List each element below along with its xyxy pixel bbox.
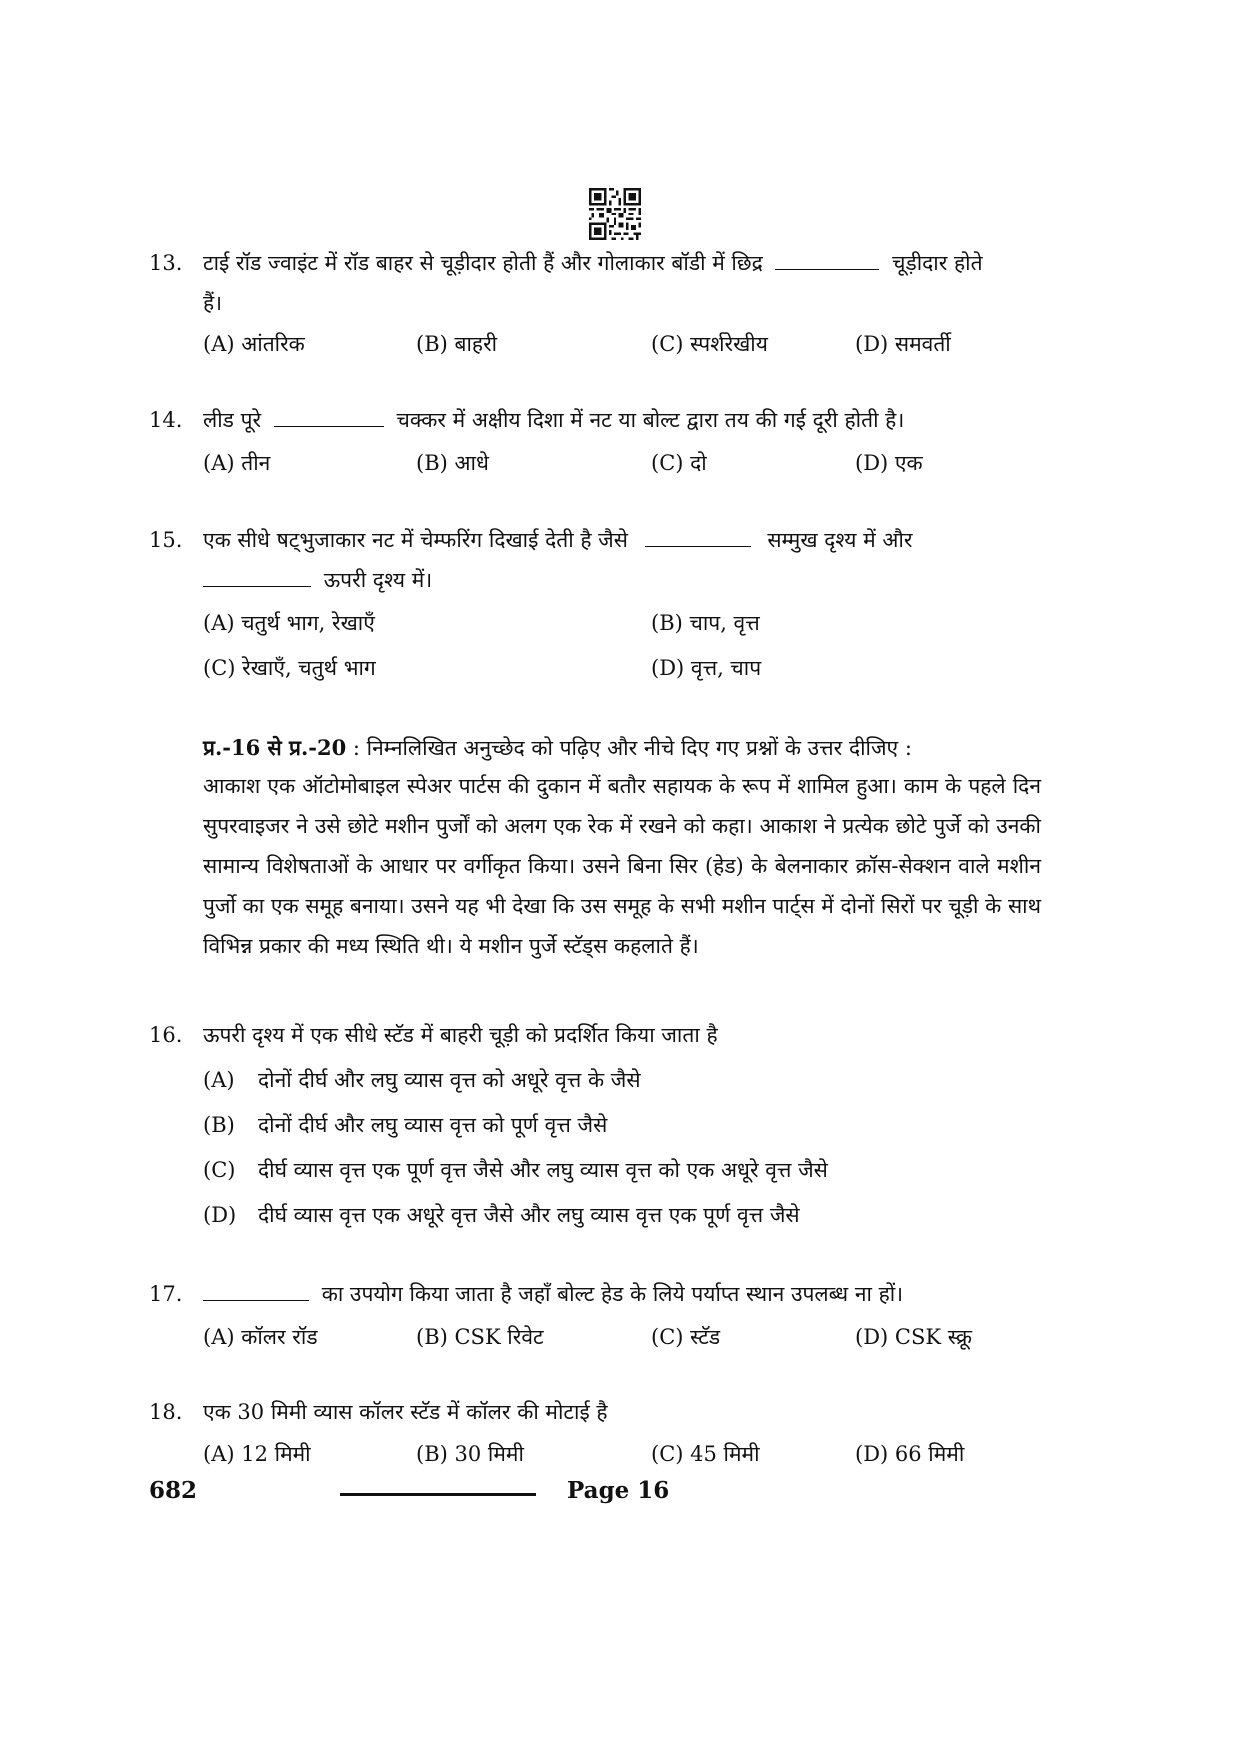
option-d: (D) CSK स्क्रू	[855, 1325, 973, 1349]
question-text-continuation: हैं।	[203, 291, 223, 315]
question-text: ऊपरी दृश्य में एक सीधे स्टॅड में बाहरी चूड़ी को प्रदर्शित किया जाता है	[203, 1023, 718, 1047]
option-a-text: दोनों दीर्घ और लघु व्यास वृत्त को अधूरे वृत्त के जैसे	[258, 1068, 641, 1092]
footer-divider	[340, 1493, 536, 1496]
question-number: 13.	[149, 251, 183, 275]
option-a: (A) तीन	[203, 451, 271, 475]
option-a: (A) चतुर्थ भाग, रेखाएँ	[203, 611, 375, 635]
option-d: (D) एक	[855, 451, 923, 475]
qr-code-icon	[589, 188, 641, 240]
option-a: (A) आंतरिक	[203, 332, 305, 356]
option-b: (B) चाप, वृत्त	[651, 611, 760, 635]
option-b-text: दोनों दीर्घ और लघु व्यास वृत्त को पूर्ण वृत्त जैसे	[258, 1113, 608, 1137]
option-d-text: दीर्घ व्यास वृत्त एक अधूरे वृत्त जैसे और लघु व्यास वृत्त एक पूर्ण वृत्त जैसे	[258, 1203, 800, 1227]
question-number: 15.	[149, 528, 183, 552]
option-c: (C) स्पर्शरेखीय	[651, 332, 768, 356]
option-b: (B) बाहरी	[416, 332, 498, 356]
question-text-part: सम्मुख दृश्य में और	[767, 528, 913, 552]
option-b: (B) 30 मिमी	[416, 1442, 524, 1466]
option-c-text: दीर्घ व्यास वृत्त एक पूर्ण वृत्त जैसे और लघु व्यास वृत्त को एक अधूरे वृत्त जैसे	[258, 1158, 828, 1182]
option-c-label: (C)	[203, 1158, 236, 1182]
question-text-continuation	[203, 565, 432, 595]
question-text-part: चक्कर में अक्षीय दिशा में नट या बोल्ट द्वारा तय की गई दूरी होती है।	[396, 408, 905, 432]
answer-blank	[203, 566, 311, 587]
question-text	[203, 248, 983, 278]
passage-body: आकाश एक ऑटोमोबाइल स्पेअर पार्टस की दुकान में बतौर सहायक के रूप में शामिल हुआ। काम के पहले दिन सुपरवाइजर ने उसे छोटे मशीन पुर्जों को अलग एक रेक में रखने को कहा। आकाश ने प्रत्येक छोटे पुर्जे को उनकी सामान्य विशेषताओं के आधार पर वर्गीकृत किया। उसने बिना सिर (हेड) के बेलनाकार क्रॉस-सेक्शन वाले मशीन पुर्जो का एक समूह बनाया। उसने यह भी देखा कि उस समूह के सभी मशीन पार्ट्स में दोनों सिरों पर चूड़ी के साथ विभिन्न प्रकार की मध्य स्थिति थी। ये मशीन पुर्जे स्टॅड्स कहलाते हैं।	[203, 774, 1041, 958]
question-text	[203, 1279, 903, 1309]
question-number: 17.	[149, 1282, 183, 1306]
page-number: Page 16	[567, 1477, 670, 1504]
answer-blank	[274, 406, 384, 427]
answer-blank	[203, 1280, 309, 1301]
question-text	[203, 525, 912, 555]
question-number: 14.	[149, 408, 183, 432]
question-number: 16.	[149, 1023, 183, 1047]
passage-heading-instruction: : निम्नलिखित अनुच्छेद को पढ़िए और नीचे दिए गए प्रश्नों के उत्तर दीजिए :	[346, 736, 912, 760]
paper-code: 682	[149, 1477, 198, 1504]
question-text-part: लीड पूरे	[203, 408, 262, 432]
question-text-part: एक सीधे षट्भुजाकार नट में चेम्फरिंग दिखाई देती है जैसे	[203, 528, 628, 552]
option-b: (B) आधे	[416, 451, 489, 475]
option-c: (C) रेखाएँ, चतुर्थ भाग	[203, 656, 376, 680]
option-a: (A) 12 मिमी	[203, 1442, 311, 1466]
option-d: (D) समवर्ती	[855, 332, 951, 356]
question-text-part: चूड़ीदार होते	[892, 251, 983, 275]
option-c: (C) दो	[651, 451, 707, 475]
answer-blank	[645, 526, 751, 547]
option-c: (C) स्टॅड	[651, 1325, 721, 1349]
question-text-part: का उपयोग किया जाता है जहाँ बोल्ट हेड के लिये पर्याप्त स्थान उपलब्ध ना हों।	[321, 1282, 904, 1306]
option-c: (C) 45 मिमी	[651, 1442, 760, 1466]
option-a: (A) कॉलर रॉड	[203, 1325, 318, 1349]
option-b: (B) CSK रिवेट	[416, 1325, 544, 1349]
question-text	[203, 405, 904, 435]
option-d-label: (D)	[203, 1203, 237, 1227]
question-text-part: टाई रॉड ज्वाइंट में रॉड बाहर से चूड़ीदार होती हैं और गोलाकार बॉडी में छिद्र	[203, 251, 763, 275]
option-d: (D) वृत्त, चाप	[651, 656, 762, 680]
question-text-part: ऊपरी दृश्य में।	[323, 568, 433, 592]
passage-heading-label: प्र.-16 से प्र.-20	[203, 735, 347, 760]
option-d: (D) 66 मिमी	[855, 1442, 965, 1466]
question-number: 18.	[149, 1400, 183, 1424]
option-b-label: (B)	[203, 1113, 235, 1137]
passage-heading	[203, 733, 912, 763]
question-text: एक 30 मिमी व्यास कॉलर स्टॅड में कॉलर की मोटाई है	[203, 1400, 608, 1424]
answer-blank	[775, 249, 879, 270]
option-a-label: (A)	[203, 1068, 235, 1092]
